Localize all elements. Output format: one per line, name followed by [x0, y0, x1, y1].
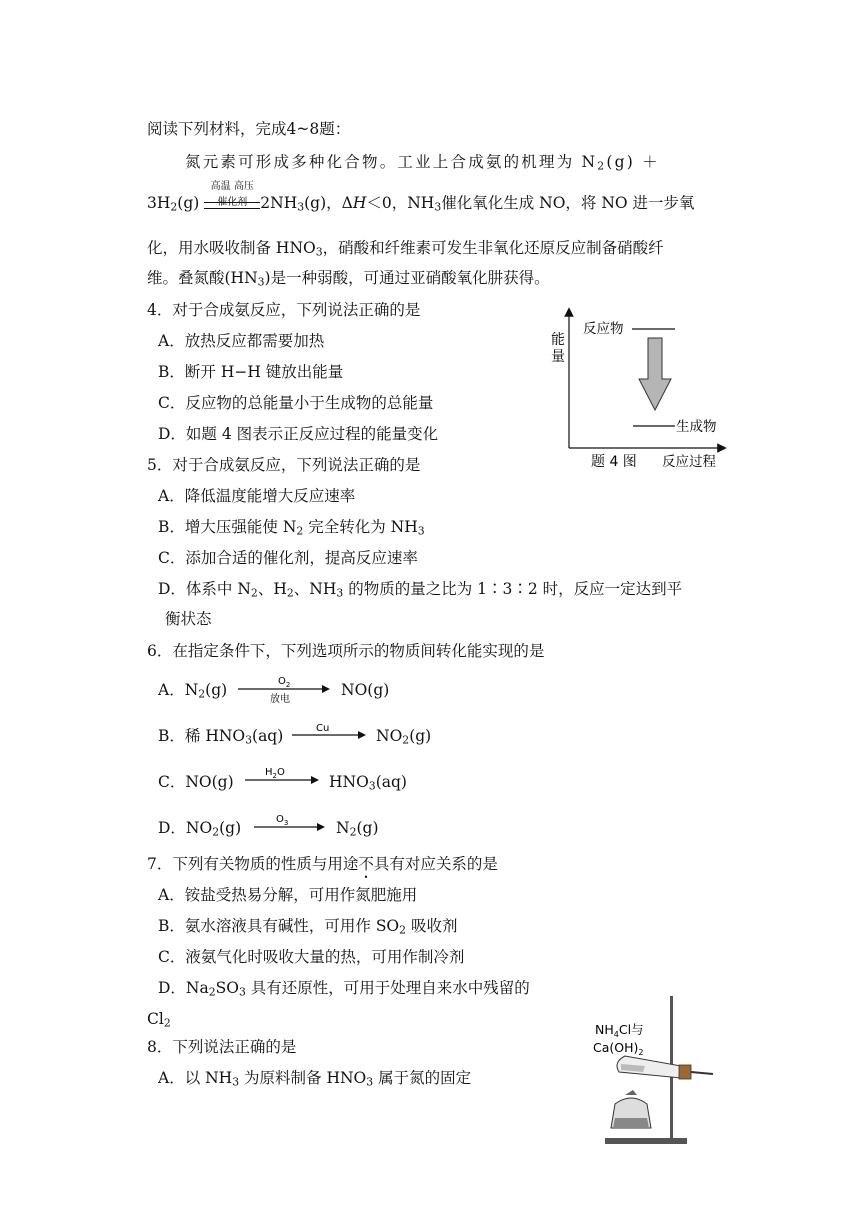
q7-option-b: B．氨水溶液具有碱性，可用作 $SO_2$ 吸收剂 — [158, 917, 458, 937]
q4-option-c: C．反应物的总能量小于生成物的总能量 — [158, 394, 434, 412]
q6-a-arrow — [232, 672, 332, 708]
svg-text:H2O: $H_2O$ — [265, 767, 285, 780]
apparatus-diagram — [585, 992, 725, 1152]
q7-option-a: A．铵盐受热易分解，可用作氮肥施用 — [158, 886, 418, 904]
q6-option-d: D．$NO_2(g)$ — [158, 819, 242, 839]
q6-c-product: $HNO_3(aq)$ — [329, 773, 407, 793]
q7-option-c: C．液氨气化时吸收大量的热，可用作制冷剂 — [158, 948, 465, 966]
delivery-tube — [691, 1072, 713, 1074]
q6-d-arrow — [250, 810, 330, 838]
svg-text:Ca(OH)2: $Ca(OH)_2$ — [593, 1040, 644, 1057]
q6-b-product: $NO_2(g)$ — [376, 727, 432, 747]
q5-option-d-cont: 衡状态 — [165, 610, 212, 628]
equilibrium-sign: 高温 高压 催化剂 — [204, 194, 260, 214]
material-line-1: 氮元素可形成多种化合物。工业上合成氨的机理为 $N_2(g)$ ＋ — [185, 153, 660, 173]
y-axis-label-2: 量 — [551, 349, 565, 365]
svg-text:Cu: Cu — [316, 723, 330, 734]
q6-a-product: NO(g) — [341, 681, 390, 699]
rubber-stopper — [679, 1065, 691, 1079]
q8-stem: 8．下列说法正确的是 — [147, 1038, 297, 1056]
material-heading: 阅读下列材料，完成4~8题： — [147, 120, 351, 138]
figure-4-energy-diagram — [540, 300, 740, 475]
product-label: 生成物 — [676, 419, 717, 435]
q6-d-product: $N_2(g)$ — [336, 819, 379, 839]
svg-text:NH4Cl与: $NH_4Cl$与 — [595, 1022, 644, 1039]
q5-option-c: C．添加合适的催化剂，提高反应速率 — [158, 549, 418, 567]
q6-b-arrow — [288, 718, 368, 746]
material-line-2: $3H_2(g)$ 高温 高压 催化剂 $2NH_3(g)$，ΔH＜0，$NH_3$催化氧化生成 NO，将 NO 进一步氧 — [147, 181, 695, 214]
reactant-label: 反应物 — [583, 321, 624, 337]
q4-stem: 4．对于合成氨反应，下列说法正确的是 — [147, 301, 421, 319]
q5-stem: 5．对于合成氨反应，下列说法正确的是 — [147, 456, 421, 474]
q7-option-d-cont: $Cl_2$ — [147, 1010, 171, 1030]
q7-stem: 7．下列有关物质的性质与用途不具有对应关系的是 — [147, 855, 498, 873]
down-arrow-icon — [639, 338, 671, 410]
x-axis-label: 反应过程 — [662, 454, 716, 470]
q5-option-b: B．增大压强能使 $N_2$ 完全转化为 $NH_3$ — [158, 518, 425, 538]
q6-option-b: B．稀 $HNO_3(aq)$ — [158, 727, 284, 747]
figure-caption: 题 4 图 — [591, 454, 637, 470]
lamp-fuel — [613, 1118, 649, 1128]
q5-option-d: D．体系中 $N_2$、$H_2$、$NH_3$ 的物质的量之比为 1∶3∶2 时，反应一定达到平 — [158, 580, 683, 600]
lamp-flame — [625, 1090, 637, 1095]
q6-c-arrow — [241, 763, 321, 791]
q4-option-a: A．放热反应都需要加热 — [158, 332, 325, 350]
q4-option-d: D．如题 4 图表示正反应过程的能量变化 — [158, 425, 439, 443]
material-line-4: 维。叠氮酸$(HN_3)$是一种弱酸，可通过亚硝酸氧化肼获得。 — [147, 269, 550, 289]
svg-text:O2: $O_2$ — [278, 676, 291, 689]
q8-option-a: A．以 $NH_3$ 为原料制备 $HNO_3$ 属于氮的固定 — [158, 1069, 472, 1089]
svg-text:O3: $O_3$ — [276, 814, 289, 827]
q4-option-b: B．断开 H−H 键放出能量 — [158, 363, 344, 381]
stand-base — [605, 1138, 687, 1144]
q7-option-d: D．$Na_2SO_3$ 具有还原性，可用于处理自来水中残留的 — [158, 979, 530, 999]
material-line-3: 化，用水吸收制备 $HNO_3$，硝酸和纤维素可发生非氧化还原反应制备硝酸纤 — [147, 239, 664, 259]
q5-option-a: A．降低温度能增大反应速率 — [158, 487, 356, 505]
q6-option-c: C．NO(g) — [158, 773, 234, 791]
y-axis-label-1: 能 — [551, 332, 565, 348]
q6-stem: 6．在指定条件下，下列选项所示的物质间转化能实现的是 — [147, 642, 545, 660]
q6-option-a: A．$N_2(g)$ — [158, 681, 228, 701]
svg-text:放电: 放电 — [270, 694, 290, 705]
